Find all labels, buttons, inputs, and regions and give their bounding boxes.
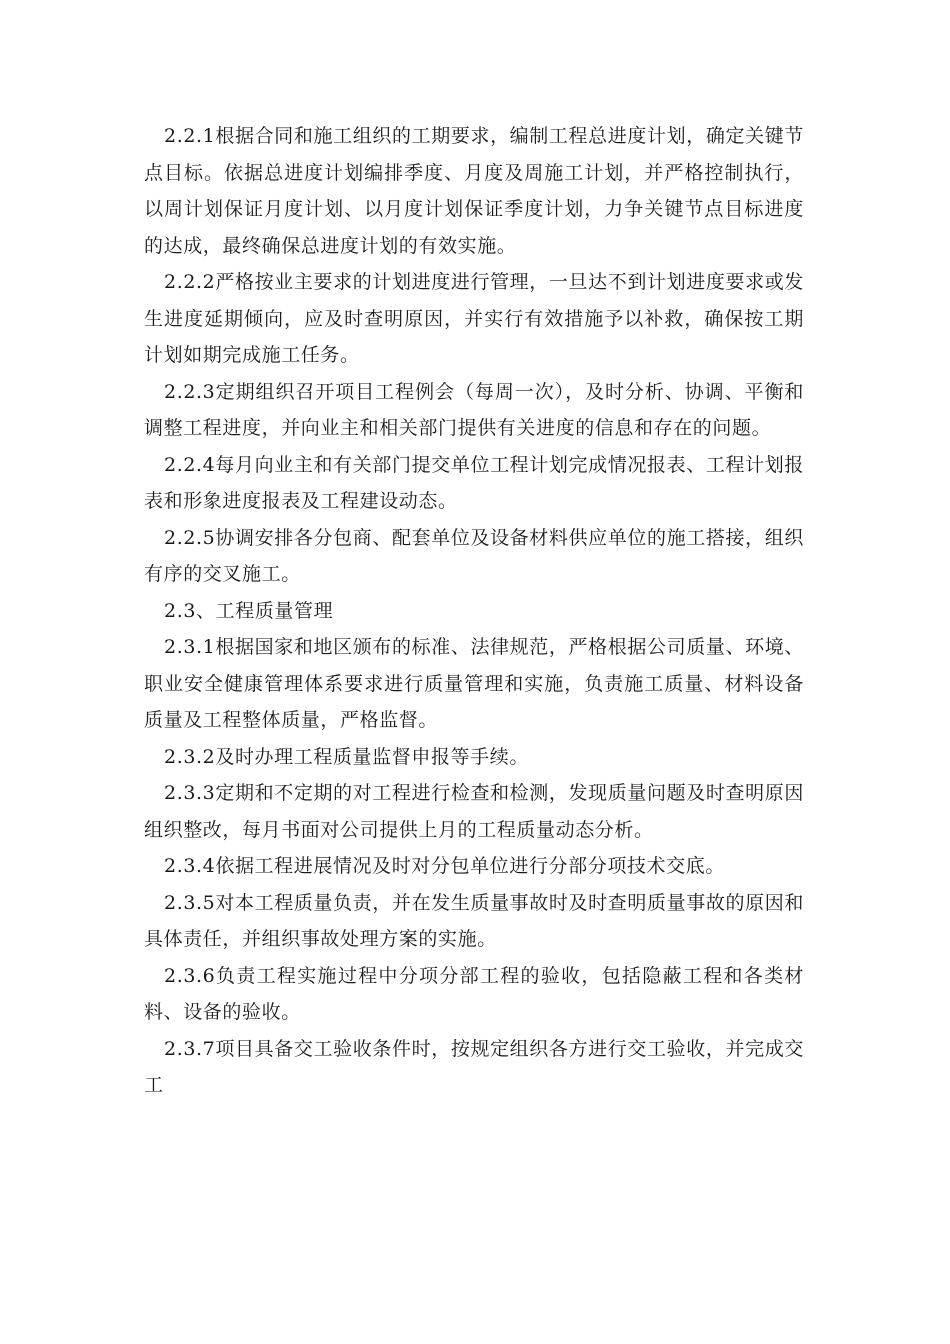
document-body	[144, 118, 804, 1104]
paragraph-2-2-4: 2.2.4每月向业主和有关部门提交单位工程计划完成情况报表、工程计划报表和形象进度报表及工程建设动态。	[144, 453, 804, 512]
section-heading-2-3: 2.3、工程质量管理	[164, 599, 334, 622]
paragraph-2-3-4: 2.3.4依据工程进展情况及时对分包单位进行分部分项技术交底。	[164, 855, 725, 877]
paragraph-2-3-2: 2.3.2及时办理工程质量监督申报等手续。	[164, 745, 529, 768]
paragraph-2-3-1: 2.3.1根据国家和地区颁布的标准、法律规范，严格根据公司质量、环境、职业安全健康管理体系要求进行质量管理和实施，负责施工质量、材料设备质量及工程整体质量，严格监督。	[144, 636, 804, 731]
paragraph-2-3-3: 2.3.3定期和不定期的对工程进行检查和检测，发现质量问题及时查明原因组织整改，每月书面对公司提供上月的工程质量动态分析。	[144, 782, 804, 841]
paragraph-2-3-6: 2.3.6负责工程实施过程中分项分部工程的验收，包括隐蔽工程和各类材料、设备的验收。	[144, 964, 804, 1023]
paragraph-2-2-1: 2.2.1根据合同和施工组织的工期要求，编制工程总进度计划，确定关键节点目标。依据总进度计划编排季度、月度及周施工计划，并严格控制执行，以周计划保证月度计划、以月度计划保证季度计划，力争关键节点目标进度的达成，最终确保总进度计划的有效实施。	[144, 125, 804, 257]
paragraph-2-3-7: 2.3.7项目具备交工验收条件时，按规定组织各方进行交工验收，并完成交工	[144, 1037, 804, 1096]
paragraph-2-2-5: 2.2.5协调安排各分包商、配套单位及设备材料供应单位的施工搭接，组织有序的交叉施工。	[144, 526, 804, 585]
paragraph-2-3-5: 2.3.5对本工程质量负责，并在发生质量事故时及时查明质量事故的原因和具体责任，并组织事故处理方案的实施。	[144, 891, 804, 950]
paragraph-2-2-3: 2.2.3定期组织召开项目工程例会（每周一次），及时分析、协调、平衡和调整工程进度，并向业主和相关部门提供有关进度的信息和存在的问题。	[144, 380, 804, 439]
paragraph-2-2-2: 2.2.2严格按业主要求的计划进度进行管理，一旦达不到计划进度要求或发生进度延期倾向，应及时查明原因，并实行有效措施予以补救，确保按工期计划如期完成施工任务。	[144, 271, 804, 366]
